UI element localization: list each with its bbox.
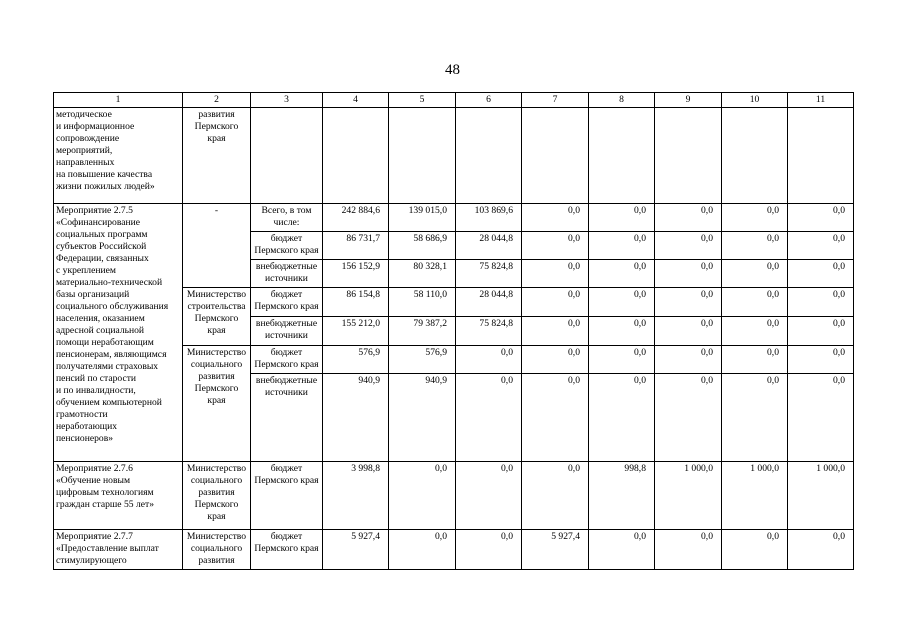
value-cell: 0,0	[788, 204, 854, 232]
value-cell: 86 154,8	[323, 288, 389, 317]
value-cell: 940,9	[323, 374, 389, 462]
value-cell: 156 152,9	[323, 260, 389, 288]
header-cell: 6	[456, 93, 522, 108]
value-cell: 3 998,8	[323, 462, 389, 530]
event-description: Мероприятие 2.7.7 «Предоставление выплат стимулирующего	[54, 530, 183, 570]
header-cell: 7	[522, 93, 589, 108]
value-cell: 0,0	[522, 260, 589, 288]
event-description: методическое и информационное сопровождение мероприятий, направленных на повышение качества жизни пожилых людей»	[54, 108, 183, 204]
value-cell: 0,0	[456, 374, 522, 462]
value-cell: 0,0	[655, 232, 722, 260]
value-cell: 0,0	[589, 317, 655, 346]
table-row	[54, 108, 854, 204]
value-cell: 0,0	[456, 346, 522, 374]
value-cell: 0,0	[655, 530, 722, 570]
value-cell: 155 212,0	[323, 317, 389, 346]
value-cell: 0,0	[722, 346, 788, 374]
value-cell: 0,0	[589, 232, 655, 260]
value-cell: 75 824,8	[456, 260, 522, 288]
value-cell: 0,0	[788, 288, 854, 317]
value-cell: 1 000,0	[788, 462, 854, 530]
value-cell: 0,0	[522, 204, 589, 232]
value-cell: 0,0	[722, 204, 788, 232]
value-cell: 0,0	[456, 462, 522, 530]
value-cell: 0,0	[722, 374, 788, 462]
executor-cell: Министерство социального развития Пермского края	[183, 462, 251, 530]
table-row	[54, 204, 854, 232]
value-cell: 0,0	[389, 462, 456, 530]
value-cell: 0,0	[522, 374, 589, 462]
value-cell: 0,0	[522, 232, 589, 260]
value-cell: 0,0	[655, 288, 722, 317]
value-cell: 5 927,4	[323, 530, 389, 570]
value-cell: 0,0	[655, 204, 722, 232]
value-cell: 86 731,7	[323, 232, 389, 260]
source-cell: бюджет Пермского края	[251, 346, 323, 374]
value-cell: 0,0	[589, 288, 655, 317]
value-cell: 0,0	[522, 317, 589, 346]
value-cell: 0,0	[788, 530, 854, 570]
value-cell: 0,0	[722, 317, 788, 346]
header-cell: 8	[589, 93, 655, 108]
header-cell: 11	[788, 93, 854, 108]
value-cell: 0,0	[655, 374, 722, 462]
source-cell: бюджет Пермского края	[251, 232, 323, 260]
source-cell: внебюджетные источники	[251, 260, 323, 288]
value-cell: 28 044,8	[456, 232, 522, 260]
header-cell: 3	[251, 93, 323, 108]
value-cell: 58 110,0	[389, 288, 456, 317]
value-cell: 0,0	[456, 530, 522, 570]
header-cell: 5	[389, 93, 456, 108]
source-cell: бюджет Пермского края	[251, 288, 323, 317]
value-cell: 0,0	[788, 232, 854, 260]
value-cell: 1 000,0	[655, 462, 722, 530]
value-cell: 576,9	[323, 346, 389, 374]
value-cell: 0,0	[722, 232, 788, 260]
source-cell: бюджет Пермского края	[251, 462, 323, 530]
value-cell: 80 328,1	[389, 260, 456, 288]
value-cell: 0,0	[655, 260, 722, 288]
event-description: Мероприятие 2.7.6 «Обучение новым цифровым технологиям граждан старше 55 лет»	[54, 462, 183, 530]
value-cell: 0,0	[722, 530, 788, 570]
value-cell: 1 000,0	[722, 462, 788, 530]
executor-cell: -	[183, 204, 251, 288]
event-description: Мероприятие 2.7.5 «Софинансирование социальных программ субъектов Российской Федерации, связанных с укреплением материально-технической базы организаций социального обслуживания населения, оказанием адресной социальной помощи неработающим пенсионерам, являющимся получателями страховых пенсий по старости и по инвалидности, обучением компьютерной грамотности неработающих пенсионеров»	[54, 204, 183, 462]
value-cell: 0,0	[788, 317, 854, 346]
value-cell: 0,0	[655, 346, 722, 374]
value-cell: 0,0	[522, 288, 589, 317]
value-cell: 0,0	[722, 288, 788, 317]
source-cell: внебюджетные источники	[251, 374, 323, 462]
header-cell: 2	[183, 93, 251, 108]
header-row	[54, 93, 854, 108]
value-cell: 940,9	[389, 374, 456, 462]
value-cell: 0,0	[655, 317, 722, 346]
source-cell: внебюджетные источники	[251, 317, 323, 346]
executor-cell: Министерство строительства Пермского края	[183, 288, 251, 346]
executor-cell: Министерство социального развития	[183, 530, 251, 570]
value-cell: 0,0	[389, 530, 456, 570]
value-cell: 0,0	[589, 260, 655, 288]
value-cell: 5 927,4	[522, 530, 589, 570]
value-cell: 0,0	[522, 462, 589, 530]
value-cell: 0,0	[788, 374, 854, 462]
value-cell: 0,0	[589, 346, 655, 374]
header-cell: 9	[655, 93, 722, 108]
value-cell: 0,0	[522, 346, 589, 374]
value-cell: 79 387,2	[389, 317, 456, 346]
value-cell: 0,0	[589, 374, 655, 462]
value-cell: 75 824,8	[456, 317, 522, 346]
table-row	[54, 462, 854, 530]
header-cell: 1	[54, 93, 183, 108]
value-cell: 0,0	[788, 346, 854, 374]
source-cell: бюджет Пермского края	[251, 530, 323, 570]
value-cell: 0,0	[722, 260, 788, 288]
value-cell: 103 869,6	[456, 204, 522, 232]
value-cell: 0,0	[788, 260, 854, 288]
value-cell: 242 884,6	[323, 204, 389, 232]
value-cell: 28 044,8	[456, 288, 522, 317]
value-cell: 998,8	[589, 462, 655, 530]
header-cell: 10	[722, 93, 788, 108]
value-cell: 139 015,0	[389, 204, 456, 232]
executor-cell: развития Пермского края	[183, 108, 251, 204]
value-cell: 58 686,9	[389, 232, 456, 260]
value-cell: 576,9	[389, 346, 456, 374]
header-cell: 4	[323, 93, 389, 108]
page-number: 48	[445, 62, 460, 78]
table-row	[54, 530, 854, 570]
value-cell: 0,0	[589, 204, 655, 232]
source-cell: Всего, в том числе:	[251, 204, 323, 232]
budget-table	[53, 92, 854, 570]
value-cell: 0,0	[589, 530, 655, 570]
executor-cell: Министерство социального развития Пермского края	[183, 346, 251, 462]
